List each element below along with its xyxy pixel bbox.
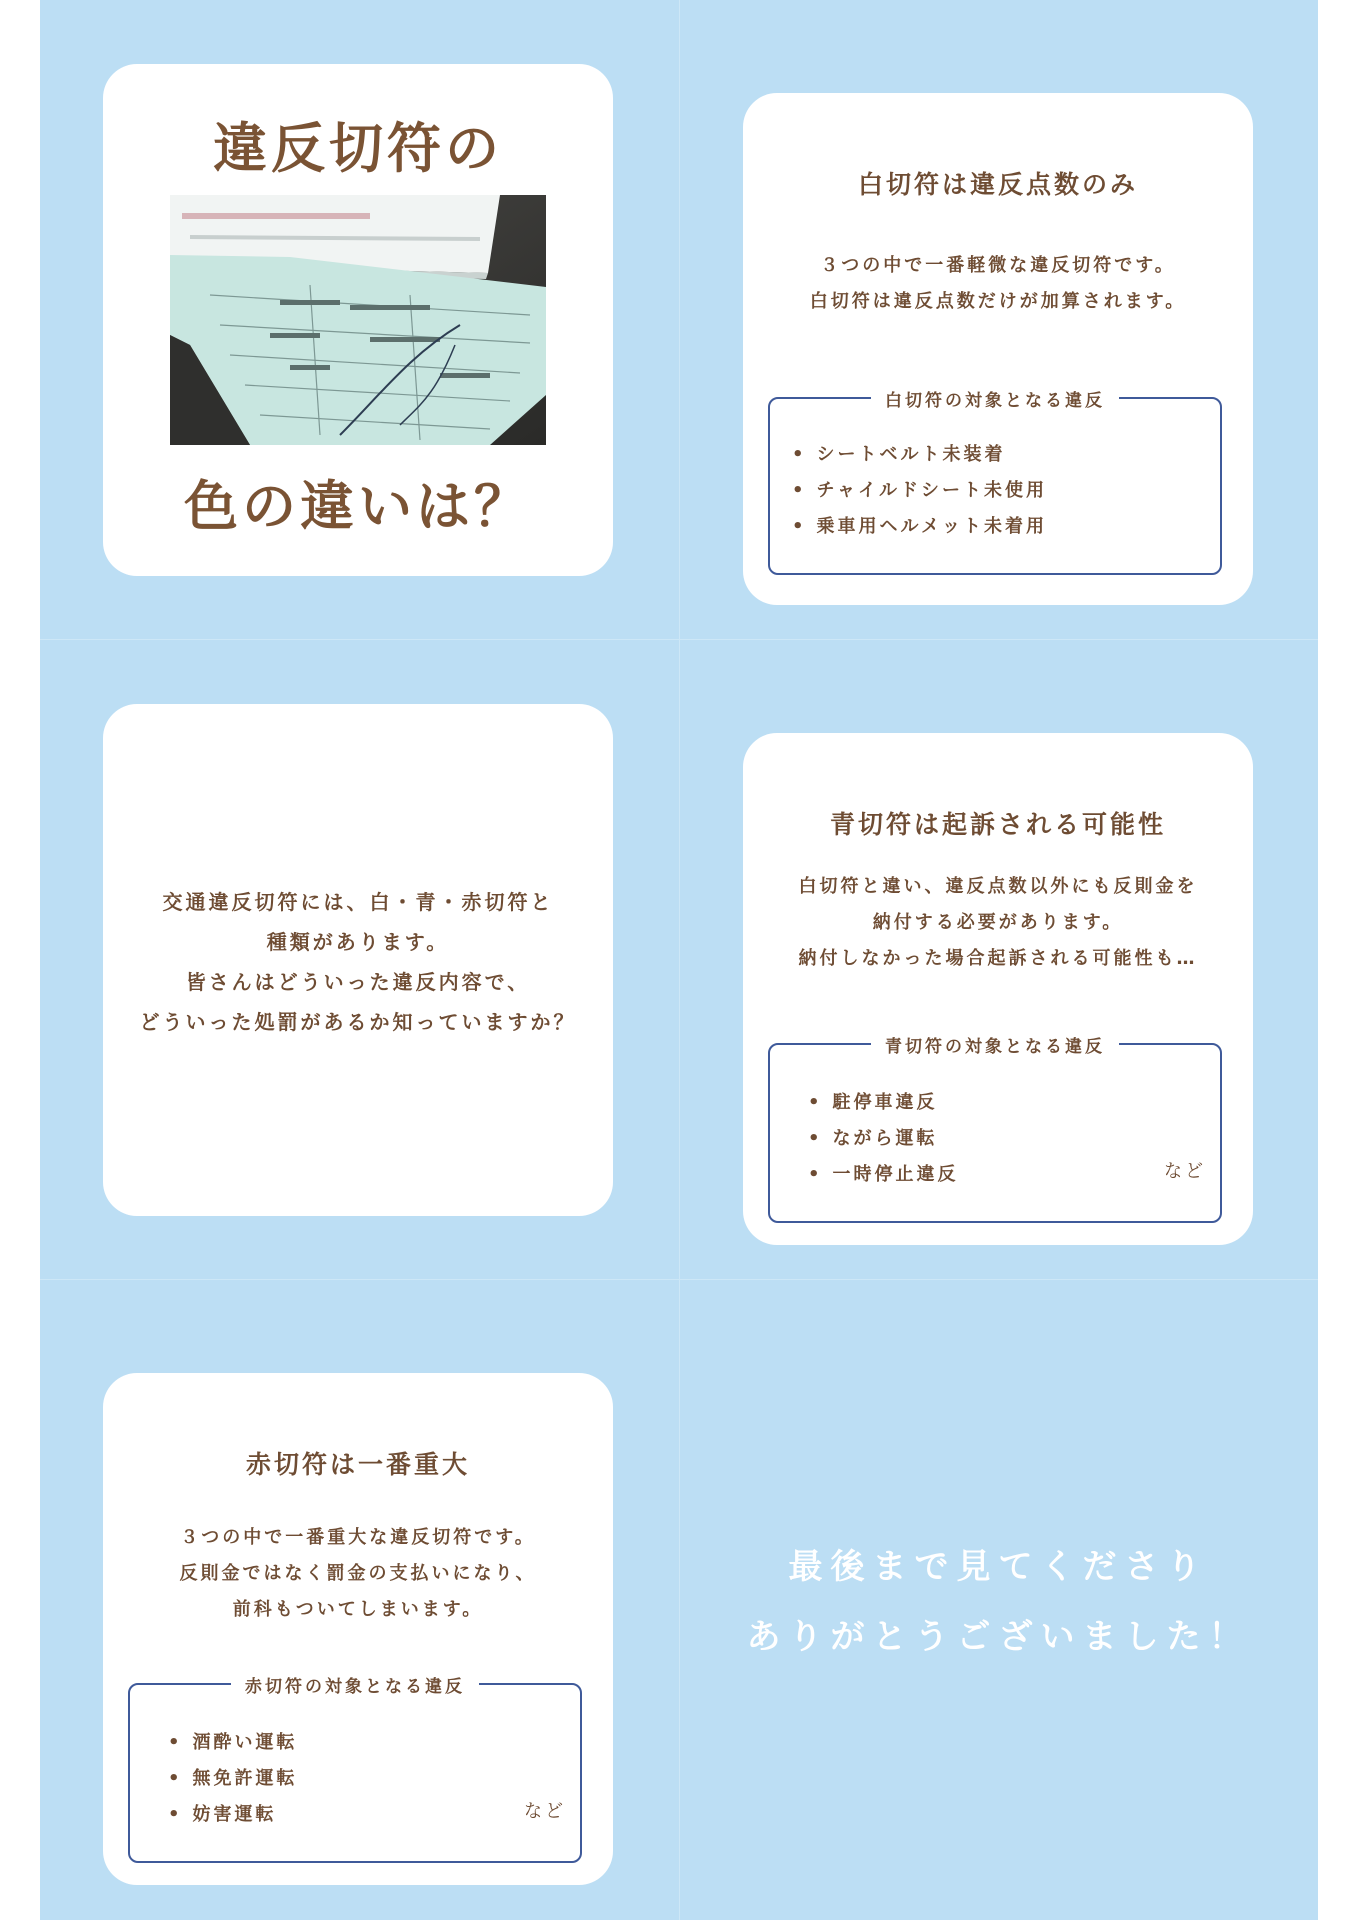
list-item: • 駐停車違反 <box>808 1085 959 1121</box>
description-line: 納付する必要があります。 <box>872 912 1124 933</box>
description-line: ３つの中で一番軽微な違反切符です。 <box>820 255 1176 276</box>
intro-line: 皆さんはどういった違反内容で、 <box>185 970 531 994</box>
blue-ticket-description <box>743 869 1253 977</box>
ticket-photo <box>170 195 546 445</box>
red-ticket-description <box>103 1520 613 1628</box>
blue-ticket-card <box>743 733 1253 1245</box>
white-ticket-violation-box <box>768 391 1222 575</box>
panel-divider-horizontal <box>40 1279 1318 1280</box>
violation-list <box>168 1725 298 1833</box>
white-ticket-description <box>743 248 1253 320</box>
violation-list <box>792 437 1047 545</box>
blue-ticket-violation-box <box>768 1037 1222 1223</box>
list-item: • シートベルト未装着 <box>792 437 1047 473</box>
box-title: 青切符の対象となる違反 <box>871 1032 1119 1057</box>
thanks-line-2: ありがとうございました！ <box>746 1617 1251 1657</box>
white-ticket-heading: 白切符は違反点数のみ <box>857 170 1138 199</box>
thanks-message <box>679 1532 1318 1672</box>
intro-text <box>103 882 613 1042</box>
list-item: • チャイルドシート未使用 <box>792 473 1047 509</box>
box-title: 白切符の対象となる違反 <box>871 386 1119 411</box>
panel-divider-horizontal <box>40 639 1318 640</box>
list-item: • ながら運転 <box>808 1121 959 1157</box>
etc-label: など <box>1164 1161 1206 1182</box>
violation-list <box>808 1085 959 1193</box>
list-item: • 乗車用ヘルメット未着用 <box>792 509 1047 545</box>
description-line: ３つの中で一番重大な違反切符です。 <box>180 1527 536 1548</box>
title-top: 違反切符の <box>213 117 503 180</box>
description-line: 納付しなかった場合起訴される可能性も… <box>798 948 1198 969</box>
description-line: 白切符と違い、違反点数以外にも反則金を <box>798 876 1198 897</box>
intro-line: どういった処罰があるか知っていますか？ <box>139 1010 577 1034</box>
white-ticket-card <box>743 93 1253 605</box>
intro-card <box>103 704 613 1216</box>
thanks-line-1: 最後まで見てくださり <box>788 1547 1209 1587</box>
list-item: • 妨害運転 <box>168 1797 298 1833</box>
list-item: • 酒酔い運転 <box>168 1725 298 1761</box>
description-line: 前科もついてしまいます。 <box>232 1599 484 1620</box>
red-ticket-violation-box <box>128 1677 582 1863</box>
box-title: 赤切符の対象となる違反 <box>231 1672 479 1697</box>
ticket-photo-illustration <box>170 195 546 445</box>
red-ticket-card <box>103 1373 613 1885</box>
description-line: 反則金ではなく罰金の支払いになり、 <box>179 1563 537 1584</box>
page-background <box>40 0 1318 1920</box>
title-card <box>103 64 613 576</box>
description-line: 白切符は違反点数だけが加算されます。 <box>809 291 1187 312</box>
list-item: • 無免許運転 <box>168 1761 298 1797</box>
intro-line: 交通違反切符には、白・青・赤切符と <box>162 890 554 914</box>
red-ticket-heading: 赤切符は一番重大 <box>245 1450 470 1479</box>
blue-ticket-heading: 青切符は起訴される可能性 <box>829 810 1166 839</box>
list-item: • 一時停止違反 <box>808 1157 959 1193</box>
etc-label: など <box>524 1801 566 1822</box>
title-bottom: 色の違いは？ <box>184 475 532 538</box>
intro-line: 種類があります。 <box>266 930 450 954</box>
